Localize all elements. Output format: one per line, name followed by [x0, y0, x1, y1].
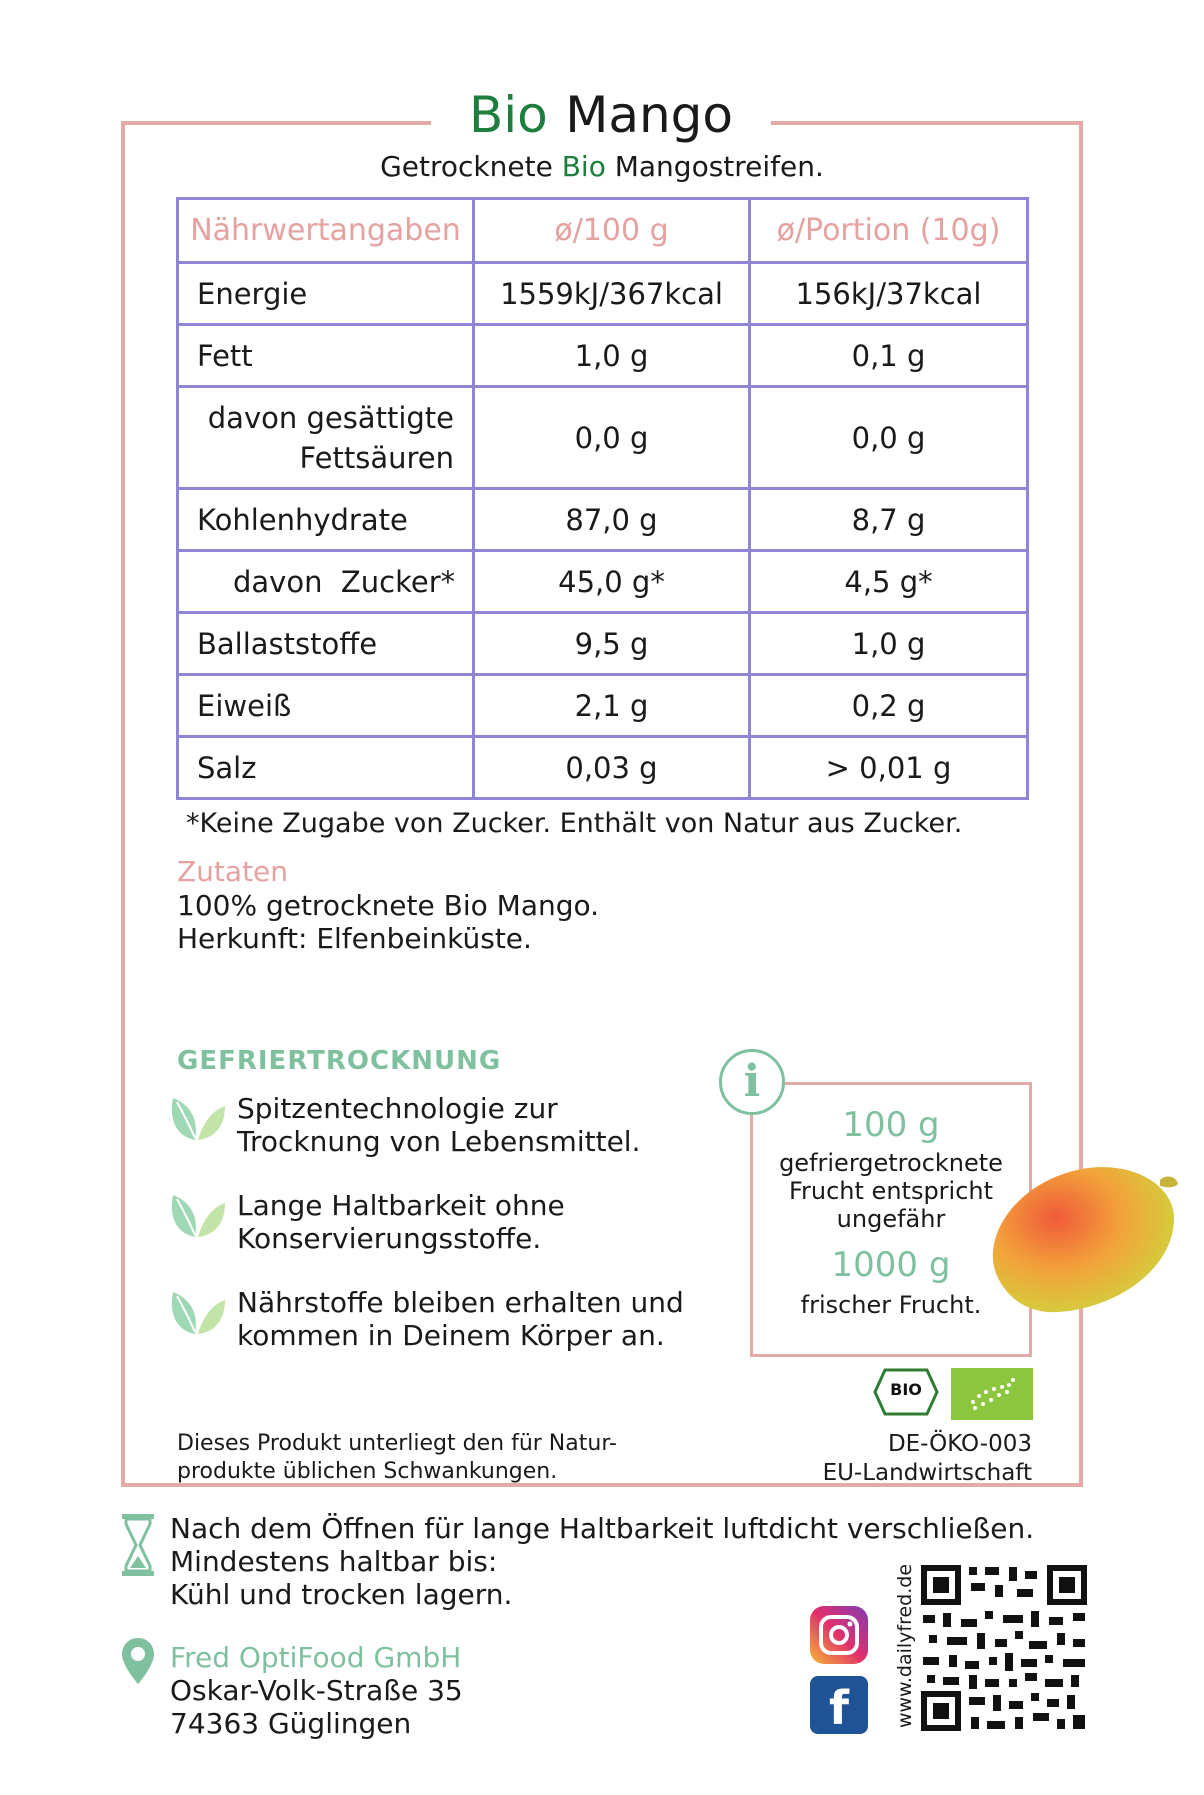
row-per100: 1559kJ/367kcal	[474, 263, 750, 325]
bullet-text	[237, 1092, 640, 1158]
row-portion: 0,0 g	[750, 387, 1028, 489]
row-per100: 0,03 g	[474, 737, 750, 799]
title-mango: Mango	[565, 86, 734, 144]
instagram-icon[interactable]	[810, 1606, 868, 1664]
instagram-glyph	[810, 1606, 868, 1664]
disclaimer-line: produkte üblichen Schwankungen.	[177, 1459, 558, 1484]
row-per100: 1,0 g	[474, 325, 750, 387]
variation-disclaimer	[177, 1430, 617, 1486]
bullet-line: Konservierungsstoffe.	[237, 1222, 542, 1255]
ingredients-line: 100% getrocknete Bio Mango.	[177, 889, 600, 922]
product-subtitle	[121, 150, 1083, 183]
best-before-line: Mindestens haltbar bis:	[170, 1545, 498, 1578]
nutrition-row-protein	[178, 675, 1028, 737]
fresh-amount: 1000 g	[831, 1245, 951, 1285]
row-label: Salz	[178, 737, 474, 799]
freeze-drying-bullet	[167, 1282, 684, 1352]
info-text: ungefähr	[836, 1205, 946, 1233]
freeze-drying-heading: GEFRIERTROCKNUNG	[177, 1046, 502, 1076]
info-text: gefriergetrocknete	[779, 1149, 1003, 1177]
storage-line: Nach dem Öffnen für lange Haltbarkeit luftdicht verschließen.	[170, 1512, 1035, 1545]
disclaimer-line: Dieses Produkt unterliegt den für Natur-	[177, 1431, 617, 1456]
ingredients-heading: Zutaten	[177, 855, 289, 888]
title-bio: Bio	[468, 86, 548, 144]
bullet-text	[237, 1286, 684, 1352]
row-portion: 0,1 g	[750, 325, 1028, 387]
row-label: davon Zucker*	[178, 551, 474, 613]
company-city: 74363 Güglingen	[170, 1707, 412, 1740]
info-text: Frucht entspricht	[788, 1177, 994, 1205]
eu-organic-leaf-logo	[951, 1368, 1033, 1420]
row-label: Energie	[178, 263, 474, 325]
row-portion: > 0,01 g	[750, 737, 1028, 799]
bullet-line: kommen in Deinem Körper an.	[237, 1319, 665, 1352]
company-address	[170, 1641, 463, 1740]
row-label: Ballaststoffe	[178, 613, 474, 675]
origin-line: Herkunft: Elfenbeinküste.	[177, 922, 532, 955]
row-portion: 8,7 g	[750, 489, 1028, 551]
row-portion: 0,2 g	[750, 675, 1028, 737]
nutrition-row-saturated	[178, 387, 1028, 489]
nutrition-row-sugar	[178, 551, 1028, 613]
info-icon: i	[719, 1049, 785, 1115]
facebook-icon[interactable]: f	[810, 1676, 868, 1734]
website-url[interactable]: www.dailyfred.de	[894, 1563, 916, 1729]
subtitle-post: Mangostreifen.	[605, 150, 824, 183]
leaf-icon	[167, 1185, 227, 1241]
hourglass-icon	[120, 1514, 156, 1576]
company-name: Fred OptiFood GmbH	[170, 1641, 462, 1674]
leaf-icon	[167, 1282, 227, 1338]
control-code: DE-ÖKO-003	[887, 1431, 1032, 1457]
row-per100: 2,1 g	[474, 675, 750, 737]
nutrition-row-fat	[178, 325, 1028, 387]
storage-line: Kühl und trocken lagern.	[170, 1578, 513, 1611]
subtitle-pre: Getrocknete	[380, 150, 562, 183]
bullet-text	[237, 1189, 565, 1255]
nutrition-header-row	[178, 199, 1028, 263]
info-text: frischer Frucht.	[800, 1291, 982, 1319]
location-pin-icon	[120, 1636, 156, 1686]
row-label-line1: davon gesättigte	[207, 400, 454, 435]
header-label: Nährwertangaben	[178, 199, 474, 263]
website-link[interactable]	[885, 1565, 915, 1735]
row-label: Kohlenhydrate	[178, 489, 474, 551]
row-label	[178, 387, 474, 489]
eu-leaf-icon	[951, 1368, 1033, 1420]
row-portion: 4,5 g*	[750, 551, 1028, 613]
freeze-drying-bullet	[167, 1088, 640, 1158]
bullet-line: Spitzentechnologie zur	[237, 1092, 558, 1125]
bio-logo-text: BIO	[890, 1380, 922, 1399]
row-portion: 156kJ/37kcal	[750, 263, 1028, 325]
header-portion: ø/Portion (10g)	[750, 199, 1028, 263]
row-per100: 45,0 g*	[474, 551, 750, 613]
nutrition-row-carbs	[178, 489, 1028, 551]
row-label: Fett	[178, 325, 474, 387]
sugar-footnote: *Keine Zugabe von Zucker. Enthält von Natur aus Zucker.	[186, 808, 963, 839]
qr-code[interactable]	[919, 1563, 1089, 1733]
row-label-line2: Fettsäuren	[299, 440, 454, 475]
row-label: Eiweiß	[178, 675, 474, 737]
nutrition-table	[176, 197, 1029, 800]
row-per100: 0,0 g	[474, 387, 750, 489]
bullet-line: Nährstoffe bleiben erhalten und	[237, 1286, 684, 1319]
bio-siegel-logo	[873, 1368, 939, 1416]
product-title	[431, 86, 771, 144]
row-per100: 9,5 g	[474, 613, 750, 675]
bullet-line: Trocknung von Lebensmittel.	[237, 1125, 641, 1158]
subtitle-bio: Bio	[561, 150, 606, 183]
leaf-icon	[167, 1088, 227, 1144]
row-portion: 1,0 g	[750, 613, 1028, 675]
dried-amount: 100 g	[842, 1105, 940, 1145]
nutrition-row-energy	[178, 263, 1028, 325]
nutrition-row-fiber	[178, 613, 1028, 675]
mango-image	[978, 1158, 1184, 1318]
bullet-line: Lange Haltbarkeit ohne	[237, 1189, 565, 1222]
nutrition-row-salt	[178, 737, 1028, 799]
header-per100: ø/100 g	[474, 199, 750, 263]
agriculture-origin: EU-Landwirtschaft	[822, 1460, 1032, 1486]
company-street: Oskar-Volk-Straße 35	[170, 1674, 463, 1707]
freeze-drying-bullet	[167, 1185, 565, 1255]
ingredients-text	[177, 889, 599, 955]
certification-text	[760, 1430, 1032, 1488]
row-per100: 87,0 g	[474, 489, 750, 551]
